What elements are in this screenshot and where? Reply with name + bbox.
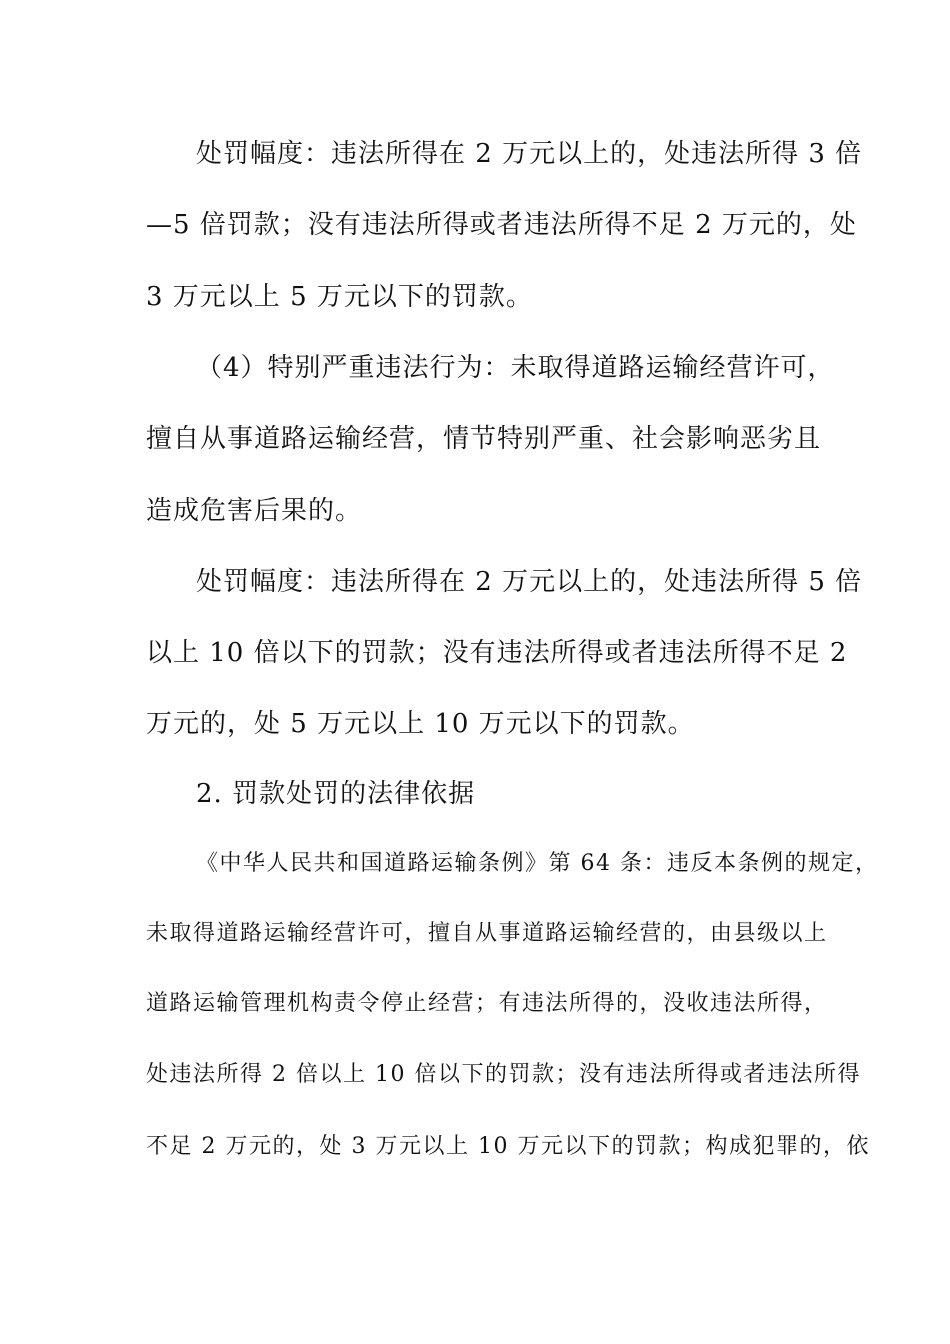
paragraph-line: 3 万元以上 5 万元以下的罚款。 xyxy=(146,282,533,312)
paragraph-line: （4）特别严重违法行为：未取得道路运输经营许可， xyxy=(196,353,835,383)
paragraph-line: 道路运输管理机构责令停止经营；有违法所得的，没收违法所得， xyxy=(146,991,828,1016)
paragraph-line: 万元的，处 5 万元以上 10 万元以下的罚款。 xyxy=(146,709,695,739)
paragraph-line: 以上 10 倍以下的罚款；没有违法所得或者违法所得不足 2 xyxy=(146,638,848,668)
paragraph-line: 《中华人民共和国道路运输条例》第 64 条：违反本条例的规定， xyxy=(196,851,879,876)
paragraph-line: 未取得道路运输经营许可，擅自从事道路运输经营的，由县级以上 xyxy=(146,921,828,946)
paragraph-line: 处罚幅度：违法所得在 2 万元以上的，处违法所得 5 倍 xyxy=(196,567,863,597)
paragraph-line: 擅自从事道路运输经营，情节特别严重、社会影响恶劣且 xyxy=(146,424,822,454)
paragraph-line: 不足 2 万元的，处 3 万元以上 10 万元以下的罚款；构成犯罪的，依 xyxy=(146,1134,870,1159)
section-heading: 2. 罚款处罚的法律依据 xyxy=(196,779,476,809)
paragraph-line: 造成危害后果的。 xyxy=(146,496,363,526)
paragraph-line: 处违法所得 2 倍以上 10 倍以下的罚款；没有违法所得或者违法所得 xyxy=(146,1062,861,1087)
paragraph-line: 处罚幅度：违法所得在 2 万元以上的，处违法所得 3 倍 xyxy=(196,139,863,169)
paragraph-line: —5 倍罚款；没有违法所得或者违法所得不足 2 万元的，处 xyxy=(146,210,857,240)
